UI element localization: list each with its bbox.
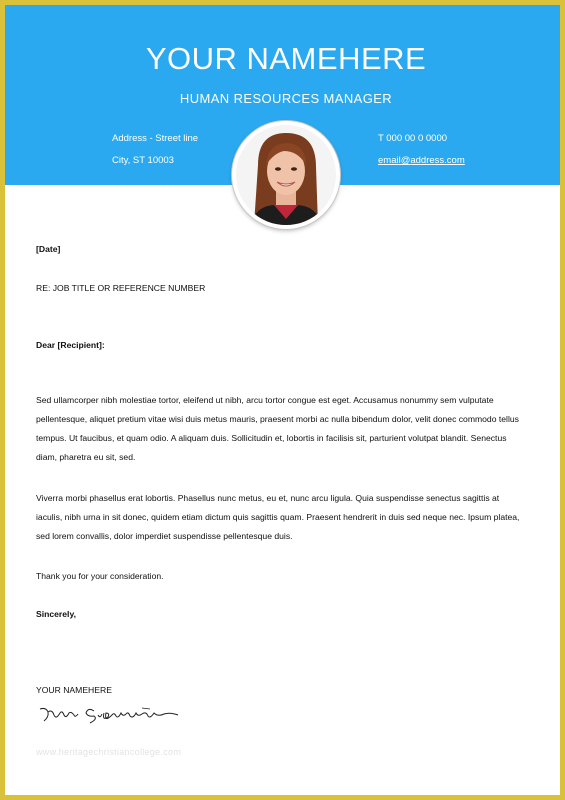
applicant-name: YOUR NAMEHERE bbox=[145, 41, 427, 76]
closing: Sincerely, bbox=[36, 609, 76, 619]
letter-page bbox=[5, 5, 560, 795]
thanks-line: Thank you for your consideration. bbox=[36, 571, 164, 581]
woman-portrait-icon bbox=[236, 125, 336, 225]
address-line-2: City, ST 10003 bbox=[112, 155, 174, 166]
address-line-1: Address - Street line bbox=[112, 133, 199, 144]
signature-name: YOUR NAMEHERE bbox=[36, 685, 112, 695]
handwritten-signature bbox=[38, 703, 188, 727]
profile-photo bbox=[232, 121, 340, 229]
job-title: HUMAN RESOURCES MANAGER bbox=[179, 91, 393, 106]
salutation: Dear [Recipient]: bbox=[36, 340, 105, 350]
email-link[interactable]: email@address.com bbox=[378, 155, 465, 166]
reference-line: RE: JOB TITLE OR REFERENCE NUMBER bbox=[36, 283, 206, 293]
body-paragraph-2: Viverra morbi phasellus erat lobortis. Phasellus nunc metus, eu et, nunc arcu ligula. Quia suspendisse senectus sagittis at iaculis, nibh urna in sit donec, quidem etiam dictum quis sagittis quam. Praesent hendrerit in duis sed neque nec. Ipsum platea, sed lorem convallis, dolor imperdiet suspendisse pellentesque duis. bbox=[36, 493, 520, 541]
letter-date: [Date] bbox=[36, 244, 61, 254]
watermark-text: www.heritagechristiancollege.com bbox=[36, 747, 182, 757]
phone-number: T 000 00 0 0000 bbox=[378, 133, 448, 144]
body-paragraph-1: Sed ullamcorper nibh molestiae tortor, eleifend ut nibh, arcu tortor congue est eget. Accusamus nonummy sem vulputate pellentesque, aliquet pretium vitae wisi duis metus mauris, praesent morbi ac nulla bibendum dolor, velit donec commodo tellus tempus. Ut faucibus, et quam odio. A aliquam duis. Sollicitudin et, lobortis in facilisis sit, parturient volutpat blandit. Senectus diam, pharetra eu sit, sed. bbox=[36, 395, 519, 462]
